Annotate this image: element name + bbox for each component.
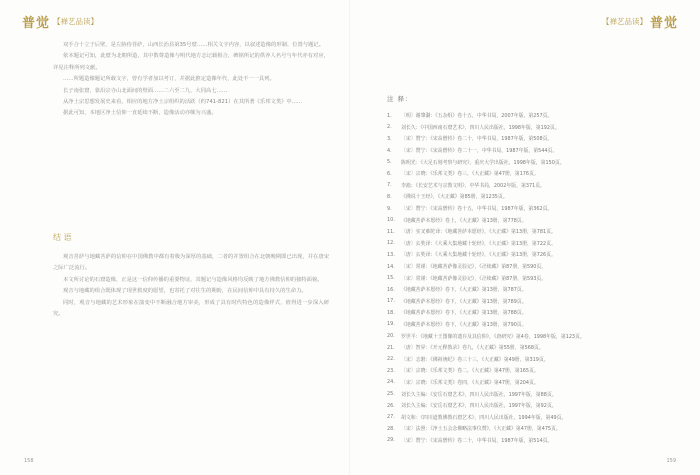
note-item (387, 296, 677, 308)
note-text: 《地藏菩萨本愿经》卷下，《大正藏》第13册，第790页。 (401, 321, 527, 328)
note-number: 10. (387, 217, 395, 224)
note-item (387, 342, 677, 354)
note-number: 20. (387, 333, 395, 340)
note-number: 26. (387, 402, 395, 409)
note-item (387, 145, 677, 157)
notes-list (387, 110, 677, 446)
note-item (387, 365, 677, 377)
note-text: 《地藏菩萨本愿经》卷上，《大正藏》第13册，第778页。 (401, 217, 527, 224)
note-text: 〔唐〕玄奘译：《大乘大集地藏十轮经》，《大正藏》第13册，第726页。 (401, 252, 556, 259)
section-tag-left: 【禅艺品读】 (53, 16, 99, 26)
note-number: 5. (387, 159, 392, 166)
note-text: 刘长久主编：《安岳石窟艺术》，四川人民出版社，1997年版，第88页。 (401, 391, 557, 398)
note-number: 8. (387, 193, 392, 200)
note-item (387, 377, 677, 389)
note-item (387, 203, 677, 215)
body-text-bottom (53, 252, 329, 320)
note-item (387, 180, 677, 192)
note-number: 14. (387, 263, 395, 270)
section-tag-right: 【禅艺品读】 (601, 16, 647, 26)
note-text: 〔明〕谢肇淛：《五杂组》卷十五，中华书局，2007年版，第257页。 (401, 113, 553, 120)
note-text: 〔宋〕赞宁：《宋高僧传》卷二十，中华书局，1987年版，第508页。 (401, 136, 553, 143)
note-item (387, 284, 677, 296)
note-text: 〔宋〕赞宁：《宋高僧传》卷十五，中华书局，1987年版，第362页。 (401, 206, 553, 213)
paragraph: 同时，观音与地藏的艺术形象在演变中不断融合地方审美，形成了具有时代特色的造像样式，值得进一步深入研究。 (53, 299, 329, 318)
brand-logo-left: 普觉 (22, 15, 51, 31)
note-number: 12. (387, 240, 395, 247)
brand-logo-right: 普觉 (649, 15, 678, 31)
note-text: 罗世平：《地藏十王图像的遗存及其信仰》，《唐研究》第4卷，1998年版，第123页。 (401, 333, 585, 340)
note-item (387, 238, 677, 250)
note-item (387, 319, 677, 331)
note-number: 6. (387, 170, 392, 177)
right-running-header (599, 12, 678, 30)
note-item (387, 435, 677, 447)
note-text: 李凇：《长安艺术与宗教文明》，中华书局，2002年版，第371页。 (401, 182, 546, 189)
note-item (387, 272, 677, 284)
body-text-top (53, 40, 329, 120)
note-text: 〔宋〕宗晓：《乐邦文类》卷二，《大正藏》第47册，第165页。 (401, 368, 539, 375)
note-number: 13. (387, 251, 395, 258)
note-number: 9. (387, 205, 392, 212)
note-number: 15. (387, 275, 395, 282)
note-item (387, 261, 677, 273)
note-number: 17. (387, 298, 395, 305)
note-item (387, 423, 677, 435)
note-text: 〔宋〕赞宁：《宋高僧传》卷二十一，中华书局，1987年版，第544页。 (401, 148, 558, 155)
note-item (387, 168, 677, 180)
notes-title: 注 释： (387, 95, 413, 103)
page-number-left: 158 (24, 458, 34, 464)
right-page (350, 0, 700, 475)
note-text: 刘长久：《中国西南石窟艺术》，四川人民出版社，1998年版，第192页。 (401, 124, 560, 131)
note-text: 《佛说十王经》，《大正藏》第85册，第1235页。 (401, 194, 508, 201)
note-number: 24. (387, 379, 395, 386)
note-item (387, 156, 677, 168)
note-text: 〔唐〕实叉难陀译：《地藏菩萨本愿经》，《大正藏》第13册，第781页。 (401, 229, 556, 236)
note-item (387, 122, 677, 134)
note-item (387, 400, 677, 412)
note-number: 18. (387, 309, 395, 316)
note-text: 〔宋〕常谨：《地藏菩萨像灵验记》，《卍续藏》第87册，第593页。 (401, 275, 547, 282)
note-item (387, 133, 677, 145)
note-number: 1. (387, 112, 392, 119)
note-item (387, 411, 677, 423)
left-running-header (22, 12, 101, 30)
note-text: 〔唐〕玄奘译：《大乘大集地藏十轮经》，《大正藏》第13册，第722页。 (401, 240, 556, 247)
paragraph: ……所题造像题记所载文字，曾有学者加以考订，并据此推定造像年代，此处不一一具列。 (63, 76, 275, 83)
note-text: 〔宋〕宗晓：《乐邦文类》卷三，《大正藏》第47册，第176页。 (401, 171, 539, 178)
note-text: 《地藏菩萨本愿经》卷下，《大正藏》第13册，第789页。 (401, 298, 527, 305)
paragraph: 依本题记可知，此窟为北朝所造，其中数尊造像与明代地方志记载相合，碑铭所记的供养人名号与年代亦有对应，详见注释所列文献。 (53, 53, 329, 71)
note-text: 陈明光：《大足石刻考察与研究》，重庆大学出版社，1998年版，第150页。 (401, 159, 565, 166)
paragraph: 从净土宗思想发展史来看，相应的地方净土宗组织的活跃（约741-821）在其所著《乐邦文类》中…… (63, 99, 303, 106)
note-text: 胡文和：《四川道教佛教石窟艺术》，四川人民出版社，1994年版，第49页。 (401, 414, 567, 421)
note-number: 23. (387, 367, 395, 374)
note-item (387, 110, 677, 122)
paragraph: 本文所讨论的石窟造像，正是这一信仰传播的重要物证，其题记与造像风格均反映了地方佛教信仰的独特面貌。 (63, 276, 323, 283)
note-number: 19. (387, 321, 395, 328)
paragraph: 双手合十立于后壁，是左胁侍菩萨，山西长治县第35号窟……相关文字内容，以叙述造像的形制、位置与题记。 (63, 42, 324, 48)
page-number-right: 159 (666, 458, 676, 464)
note-item (387, 307, 677, 319)
paragraph: 观音菩萨与地藏菩萨的信仰在中国佛教中都有着极为深厚的基础，二者的并置组合在北朝晚期即已出现，并在唐宋之际广泛流行。 (53, 254, 329, 272)
note-item (387, 191, 677, 203)
note-number: 21. (387, 344, 395, 351)
note-text: 〔宋〕赞宁：《宋高僧传》卷二十，中华书局，1987年版，第514页。 (401, 437, 553, 444)
note-number: 28. (387, 425, 395, 432)
note-number: 27. (387, 414, 395, 421)
note-text: 〔宋〕宗晓：《乐邦文类》卷四，《大正藏》第47册，第204页。 (401, 379, 539, 386)
note-text: 〔宋〕常谨：《地藏菩萨像灵验记》，《卍续藏》第87册，第590页。 (401, 264, 547, 271)
paragraph: 观音与地藏的组合既体现了现世救度的愿望，也寄托了对往生的期盼，在民间信仰中具有持久的生命力。 (63, 288, 307, 295)
note-item (387, 388, 677, 400)
note-number: 2. (387, 124, 392, 131)
paragraph: 据此可知，本地区净土信仰一直延续不断，造像活动亦颇为兴盛。 (63, 110, 217, 117)
note-text: 〔宋〕志磐：《佛祖统纪》卷三十三，《大正藏》第49册，第319页。 (401, 356, 549, 363)
note-text: 〔唐〕智昇：《开元释教录》卷九，《大正藏》第55册，第568页。 (401, 345, 544, 352)
note-number: 7. (387, 182, 392, 189)
section-title-conclusion: 结 语 (53, 233, 72, 242)
note-text: 《地藏菩萨本愿经》卷下，《大正藏》第13册，第788页。 (401, 310, 527, 317)
note-item (387, 353, 677, 365)
note-number: 29. (387, 437, 395, 444)
note-number: 22. (387, 356, 395, 363)
note-number: 3. (387, 135, 392, 142)
paragraph: 长子南张窟，靠沿宗寺山北面间的壁面……二六至二九，大同高七…… (63, 87, 228, 94)
note-item (387, 249, 677, 261)
note-number: 11. (387, 228, 395, 235)
note-text: 刘长久主编：《安岳石窟艺术》，四川人民出版社，1997年版，第92页。 (401, 403, 557, 410)
note-item (387, 330, 677, 342)
note-item (387, 214, 677, 226)
note-number: 25. (387, 391, 395, 398)
note-text: 〔宋〕法照：《净土五会念佛略法事仪赞》，《大正藏》第47册，第475页。 (401, 426, 561, 433)
note-number: 4. (387, 147, 392, 154)
note-number: 16. (387, 286, 395, 293)
note-text: 《地藏菩萨本愿经》卷下，《大正藏》第13册，第787页。 (401, 287, 527, 294)
note-item (387, 226, 677, 238)
